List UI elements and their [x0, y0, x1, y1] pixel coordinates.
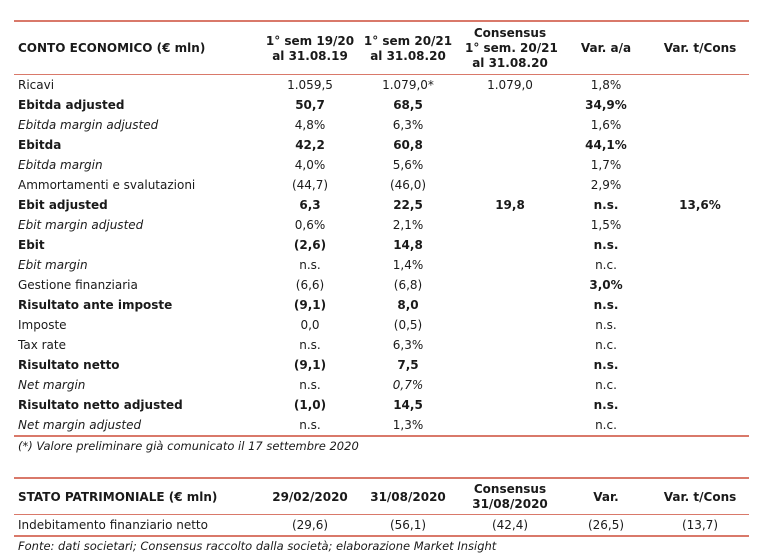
row-value-c1: 0,0: [300, 318, 320, 332]
row-value-c4: 3,0%: [589, 278, 623, 292]
row-value-c1: 6,3: [299, 198, 321, 212]
row-value-c4: 1,5%: [590, 218, 622, 232]
row-label: Ebitda margin: [18, 158, 103, 172]
row-value-c1: (2,6): [293, 238, 327, 252]
col2-header-line1: 1° sem 20/21: [363, 34, 453, 48]
row-value-c1: n.s.: [299, 258, 321, 272]
row-label: Risultato ante imposte: [18, 298, 173, 312]
row-value-c1: n.s.: [299, 418, 321, 432]
row-label: Net margin adjusted: [18, 418, 142, 432]
row-value-c2: 6,3%: [392, 338, 424, 352]
row-label: Risultato netto adjusted: [18, 398, 183, 412]
row-value-c2: 8,0: [397, 298, 419, 312]
row-value-c4: 1,7%: [590, 158, 622, 172]
row-value-c4: 44,1%: [585, 138, 627, 152]
row-value-c1: (44,7): [291, 178, 329, 192]
balance-col3-header-line2: 31/08/2020: [472, 497, 548, 511]
row-value-c2: 14,8: [393, 238, 423, 252]
row-value-c2: (0,5): [393, 318, 423, 332]
row-value-c1: 1.059,5: [287, 78, 333, 92]
row-label: Ebitda adjusted: [18, 98, 125, 112]
row-label: Ebit margin adjusted: [18, 218, 144, 232]
row-value-c2: 5,6%: [392, 158, 424, 172]
col2-header-line2: al 31.08.20: [370, 49, 446, 63]
row-value-c2: 7,5: [397, 358, 419, 372]
row-label: Ammortamenti e svalutazioni: [18, 178, 196, 192]
row-value-c2: 60,8: [393, 138, 423, 152]
balance-row-c1: (29,6): [291, 518, 329, 532]
row-label: Gestione finanziaria: [18, 278, 138, 292]
row-value-c4: n.c.: [595, 258, 617, 272]
balance-col1-header: 29/02/2020: [272, 490, 348, 504]
balance-rule-header: [14, 514, 749, 515]
footnote: (*) Valore preliminare già comunicato il 17 settembre 2020: [18, 439, 359, 453]
source-note: Fonte: dati societari; Consensus raccolto dalla società; elaborazione Market Insight: [18, 539, 497, 553]
row-label: Tax rate: [18, 338, 66, 352]
row-value-c1: (9,1): [293, 358, 327, 372]
col5-header: Var. t/Cons: [663, 41, 737, 55]
balance-col4-header: Var.: [593, 490, 619, 504]
row-value-c1: (1,0): [293, 398, 327, 412]
row-value-c4: n.s.: [593, 198, 619, 212]
row-label: Risultato netto: [18, 358, 120, 372]
row-value-c1: n.s.: [299, 338, 321, 352]
balance-col3-header-line1: Consensus: [473, 482, 547, 496]
row-value-c2: 0,7%: [392, 378, 424, 392]
row-label: Ebit: [18, 238, 45, 252]
row-value-c4: 1,8%: [590, 78, 622, 92]
col1-header-line2: al 31.08.19: [272, 49, 348, 63]
row-value-c4: n.s.: [593, 238, 619, 252]
row-value-c2: 22,5: [393, 198, 423, 212]
row-value-c2: 2,1%: [392, 218, 424, 232]
row-value-c4: 34,9%: [585, 98, 627, 112]
row-value-c4: n.s.: [593, 358, 619, 372]
balance-rule-bottom: [14, 535, 749, 537]
row-label: Imposte: [18, 318, 67, 332]
balance-row-c3: (42,4): [491, 518, 529, 532]
row-value-c2: 68,5: [393, 98, 423, 112]
row-value-c5: 13,6%: [679, 198, 721, 212]
row-label: Ebitda margin adjusted: [18, 118, 159, 132]
row-value-c2: (6,8): [393, 278, 423, 292]
row-value-c2: 14,5: [393, 398, 423, 412]
row-value-c1: n.s.: [299, 378, 321, 392]
row-value-c1: 50,7: [295, 98, 325, 112]
row-value-c4: n.s.: [593, 298, 619, 312]
balance-rule-top: [14, 477, 749, 479]
row-value-c3: 1.079,0: [487, 78, 533, 92]
row-value-c2: 1.079,0*: [382, 78, 434, 92]
row-label: Ricavi: [18, 78, 55, 92]
row-value-c3: 19,8: [495, 198, 525, 212]
row-value-c2: 6,3%: [392, 118, 424, 132]
balance-row-c2: (56,1): [389, 518, 427, 532]
row-value-c4: n.s.: [595, 318, 617, 332]
row-label: Ebitda: [18, 138, 62, 152]
row-value-c4: n.s.: [593, 398, 619, 412]
balance-col5-header: Var. t/Cons: [663, 490, 737, 504]
row-value-c2: (46,0): [389, 178, 427, 192]
row-value-c1: 4,0%: [294, 158, 326, 172]
row-value-c1: 42,2: [295, 138, 325, 152]
balance-row-c5: (13,7): [681, 518, 719, 532]
row-value-c2: 1,3%: [392, 418, 424, 432]
row-label: Ebit margin: [18, 258, 88, 272]
row-value-c4: 1,6%: [590, 118, 622, 132]
rule-bottom: [14, 435, 749, 437]
col3-header-line1: Consensus: [473, 26, 547, 40]
income-title: CONTO ECONOMICO (€ mln): [18, 41, 206, 55]
row-value-c4: n.c.: [595, 418, 617, 432]
col1-header-line1: 1° sem 19/20: [265, 34, 355, 48]
rule-header: [14, 74, 749, 75]
row-value-c4: 2,9%: [590, 178, 622, 192]
row-value-c1: 4,8%: [294, 118, 326, 132]
col3-header-line3: al 31.08.20: [472, 56, 548, 70]
row-value-c1: (6,6): [295, 278, 325, 292]
col3-header-line2: 1° sem. 20/21: [465, 41, 558, 55]
balance-row-c4: (26,5): [587, 518, 625, 532]
row-value-c4: n.c.: [595, 338, 617, 352]
row-value-c4: n.c.: [595, 378, 617, 392]
balance-title: STATO PATRIMONIALE (€ mln): [18, 490, 218, 504]
balance-row-label: Indebitamento finanziario netto: [18, 518, 208, 532]
col4-header: Var. a/a: [580, 41, 632, 55]
rule-top: [14, 20, 749, 22]
row-value-c1: 0,6%: [294, 218, 326, 232]
row-value-c1: (9,1): [293, 298, 327, 312]
balance-col2-header: 31/08/2020: [370, 490, 446, 504]
row-value-c2: 1,4%: [392, 258, 424, 272]
row-label: Ebit adjusted: [18, 198, 108, 212]
row-label: Net margin: [18, 378, 86, 392]
